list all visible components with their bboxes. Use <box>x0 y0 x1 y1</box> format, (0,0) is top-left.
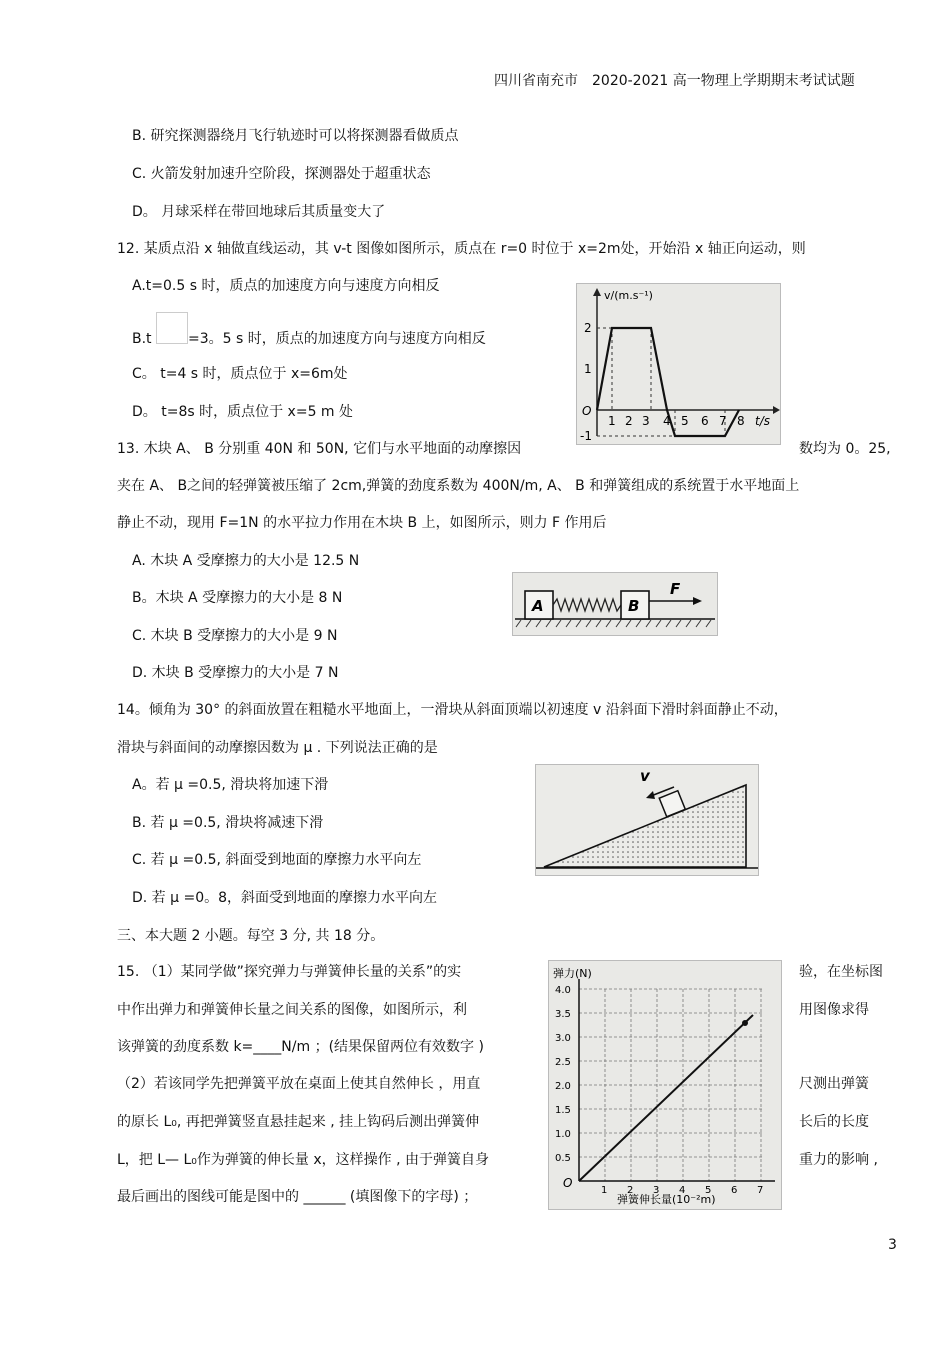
q12-option-c: C。 t=4 s 时，质点位于 x=6m处 <box>132 366 348 382</box>
q15-graph-ytick: 2.5 <box>555 1057 571 1068</box>
q15-line6b: 重力的影响 , <box>799 1152 878 1168</box>
q15-line6a: L，把 L— L₀作为弹簧的伸长量 x，这样操作 , 由于弹簧自身 <box>117 1152 489 1168</box>
q15-line1b: 验，在坐标图 <box>799 964 883 980</box>
q12-graph-origin: O <box>582 404 592 418</box>
q12-graph-ylabel: v/(m.s⁻¹) <box>604 289 653 302</box>
q12-option-b-suffix: =3。5 s 时，质点的加速度方向与速度方向相反 <box>188 331 486 347</box>
q15-spring-graph <box>548 960 782 1210</box>
q15-graph-xtick: 7 <box>757 1185 764 1196</box>
q12-stem: 12. 某质点沿 x 轴做直线运动，其 v-t 图像如图所示，质点在 r=0 时位于 x=2m处，开始沿 x 轴正向运动，则 <box>117 241 806 257</box>
q15-line4a: （2）若该同学先把弹簧平放在桌面上使其自然伸长 ，用直 <box>117 1076 481 1092</box>
q15-graph-xtick: 4 <box>679 1185 686 1196</box>
page-header: 四川省南充市 2020-2021 高一物理上学期期末考试试题 <box>494 73 855 89</box>
q12-graph-xtick: 1 <box>608 414 616 428</box>
q15-graph-xtick: 3 <box>653 1185 660 1196</box>
q15-graph-ytick: 3.0 <box>555 1033 571 1044</box>
block-a-label: A <box>532 597 544 615</box>
q14-option-c: C. 若 μ =0.5, 斜面受到地面的摩擦力水平向左 <box>132 852 422 868</box>
q15-line1a: 15. （1）某同学做”探究弹力与弹簧伸长量的关系”的实 <box>117 964 462 980</box>
q13-stem-line2: 夹在 A、 B之间的轻弹簧被压缩了 2cm,弹簧的劲度系数为 400N/m, A、 B 和弹簧组成的系统置于水平地面上 <box>117 478 800 494</box>
q14-incline-figure <box>535 764 759 876</box>
q12-graph-xtick: 4 <box>663 414 671 428</box>
q14-option-b: B. 若 μ =0.5, 滑块将减速下滑 <box>132 815 324 831</box>
q12-option-d: D。 t=8s 时，质点位于 x=5 m 处 <box>132 404 354 420</box>
q12-option-b-prefix: B.t <box>132 331 152 347</box>
q15-graph-ytick: 3.5 <box>555 1009 571 1020</box>
q15-line7: 最后画出的图线可能是图中的 ______ (填图像下的字母) ； <box>117 1189 478 1205</box>
q12-graph-xlabel: t/s <box>755 414 770 428</box>
q13-option-c: C. 木块 B 受摩擦力的大小是 9 N <box>132 628 338 644</box>
q11-option-c: C. 火箭发射加速升空阶段，探测器处于超重状态 <box>132 166 431 182</box>
q15-graph-xtick: 2 <box>627 1185 634 1196</box>
q15-graph-ytick: 4.0 <box>555 985 571 996</box>
q12-graph-xtick: 3 <box>642 414 650 428</box>
q12-graph-xtick: 5 <box>681 414 689 428</box>
q13-blocks-figure <box>512 572 718 636</box>
q14-option-d: D. 若 μ =0。8，斜面受到地面的摩擦力水平向左 <box>132 890 438 906</box>
q12-option-a: A.t=0.5 s 时，质点的加速度方向与速度方向相反 <box>132 278 440 294</box>
q15-graph-xtick: 1 <box>601 1185 608 1196</box>
q11-option-b: B. 研究探测器绕月飞行轨迹时可以将探测器看做质点 <box>132 128 459 144</box>
q15-line2b: 用图像求得 <box>799 1002 869 1018</box>
q13-stem-line1a: 13. 木块 A、 B 分别重 40N 和 50N, 它们与水平地面的动摩擦因 <box>117 441 522 457</box>
q13-option-a: A. 木块 A 受摩擦力的大小是 12.5 N <box>132 553 360 569</box>
q12-graph-xtick: 6 <box>701 414 709 428</box>
q12-graph-xtick: 7 <box>719 414 727 428</box>
q14-stem-line2: 滑块与斜面间的动摩擦因数为 μ . 下列说法正确的是 <box>117 740 438 756</box>
q15-graph-xlabel: 弹簧伸长量(10⁻²m) <box>617 1193 716 1206</box>
force-label: F <box>670 580 681 598</box>
q12-blank-box <box>156 312 188 344</box>
q15-graph-ylabel: 弹力(N) <box>553 967 592 980</box>
q15-graph-ytick: 0.5 <box>555 1153 571 1164</box>
q15-graph-xtick: 5 <box>705 1185 712 1196</box>
page-number: 3 <box>888 1237 897 1253</box>
velocity-label: v <box>640 767 650 785</box>
q14-option-a: A。若 μ =0.5, 滑块将加速下滑 <box>132 777 329 793</box>
q15-graph-origin: O <box>563 1176 573 1190</box>
incline <box>544 785 746 867</box>
q12-graph-ytick: -1 <box>580 429 592 443</box>
q12-graph-xtick: 8 <box>737 414 745 428</box>
q15-line3: 该弹簧的劲度系数 k=____N/m ；(结果保留两位有效数字 ) <box>117 1039 484 1055</box>
q15-graph-ytick: 1.0 <box>555 1129 571 1140</box>
q13-option-b: B。木块 A 受摩擦力的大小是 8 N <box>132 590 343 606</box>
q12-vt-graph <box>576 283 781 445</box>
section-3-heading: 三、本大题 2 小题。每空 3 分, 共 18 分。 <box>117 928 385 944</box>
block-b-label: B <box>628 597 640 615</box>
q15-line4b: 尺测出弹簧 <box>799 1076 869 1092</box>
q12-graph-ytick: 1 <box>584 362 592 376</box>
q15-line2a: 中作出弹力和弹簧伸长量之间关系的图像，如图所示，利 <box>117 1002 467 1018</box>
spring <box>553 599 621 611</box>
q15-graph-xtick: 6 <box>731 1185 738 1196</box>
q15-graph-ytick: 1.5 <box>555 1105 571 1116</box>
q12-graph-xtick: 2 <box>625 414 633 428</box>
q11-option-d: D。 月球采样在带回地球后其质量变大了 <box>132 204 386 220</box>
q15-line5b: 长后的长度 <box>799 1114 869 1130</box>
q13-stem-line3: 静止不动，现用 F=1N 的水平拉力作用在木块 B 上，如图所示，则力 F 作用后 <box>117 515 607 531</box>
q15-graph-ytick: 2.0 <box>555 1081 571 1092</box>
q14-stem-line1: 14。倾角为 30° 的斜面放置在粗糙水平地面上，一滑块从斜面顶端以初速度 v 沿斜面下滑时斜面静止不动， <box>117 702 788 718</box>
q13-option-d: D. 木块 B 受摩擦力的大小是 7 N <box>132 665 339 681</box>
q12-graph-ytick: 2 <box>584 321 592 335</box>
q13-stem-line1b: 数均为 0。25, <box>799 441 891 457</box>
q15-line5a: 的原长 L₀, 再把弹簧竖直悬挂起来 , 挂上钩码后测出弹簧伸 <box>117 1114 480 1130</box>
